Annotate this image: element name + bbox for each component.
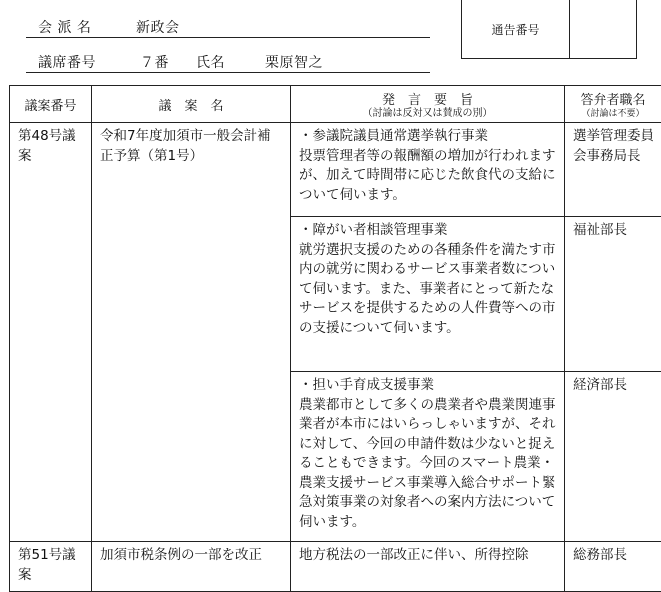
name-label: 氏名 [196, 52, 225, 72]
summary-title: ・参議院議員通常選挙執行事業 [299, 127, 558, 147]
bill-no-cell: 第48号議案 [10, 123, 92, 542]
summary-body: 地方税法の一部改正に伴い、所得控除 [299, 547, 529, 563]
answerer-header-title: 答弁者職名 [580, 93, 645, 108]
summary-title: ・担い手育成支援事業 [299, 376, 558, 396]
answerer-header-sub: （討論は不要） [567, 108, 659, 120]
faction-label: 会 派 名 [38, 17, 91, 37]
name-value: 栗原智之 [265, 52, 323, 72]
seat-label: 議席番号 [38, 52, 96, 72]
table-row [10, 123, 661, 217]
summary-header-title: 発 言 要 旨 [382, 93, 473, 108]
summary-title: ・障がい者相談管理事業 [299, 221, 558, 241]
faction-value: 新政会 [136, 17, 180, 37]
summary-body: 農業都市として多くの農業者や農業関連事業者が本市にはいらっしゃいますが、それに対して、今回の申請件数は少ないと捉えることもできます。今回のスマート農業・農業支援サービス事業導入総合サポート緊急対策事業の対象者への案内方法について伺います。 [299, 397, 556, 530]
notice-number-label: 通告番号 [462, 0, 570, 58]
summary-cell [291, 542, 565, 592]
summary-cell [291, 217, 565, 372]
col-header-bill-no: 議案番号 [10, 86, 92, 123]
seat-value: ７番 [140, 52, 169, 72]
answerer-cell: 選挙管理委員会事務局長 [565, 123, 661, 217]
summary-cell [291, 123, 565, 217]
summary-cell [291, 372, 565, 542]
col-header-bill-name: 議 案 名 [92, 86, 291, 123]
col-header-answerer [565, 86, 661, 123]
summary-body: 投票管理者等の報酬額の増加が行われますが、加えて時間帯に応じた飲食代の支給について伺います。 [299, 148, 556, 203]
table-row [10, 542, 661, 592]
faction-underline [26, 37, 430, 38]
col-header-summary [291, 86, 565, 123]
answerer-cell: 福祉部長 [565, 217, 661, 372]
notice-number-value [570, 0, 636, 58]
answerer-cell: 経済部長 [565, 372, 661, 542]
bill-name-cell: 加須市税条例の一部を改正 [92, 542, 291, 592]
seat-underline [26, 72, 430, 73]
summary-header-sub: （討論は反対又は賛成の別） [293, 108, 562, 120]
notice-number-box [461, 0, 637, 59]
bill-name-cell: 令和7年度加須市一般会計補正予算（第1号） [92, 123, 291, 542]
summary-body: 就労選択支援のための各種条件を満たす市内の就労に関わるサービス事業者数について伺います。また、事業者にとって新たなサービスを提供するための人件費等への市の支援について伺います。 [299, 242, 556, 336]
answerer-cell: 総務部長 [565, 542, 661, 592]
question-table [9, 85, 661, 592]
bill-no-cell: 第51号議案 [10, 542, 92, 592]
